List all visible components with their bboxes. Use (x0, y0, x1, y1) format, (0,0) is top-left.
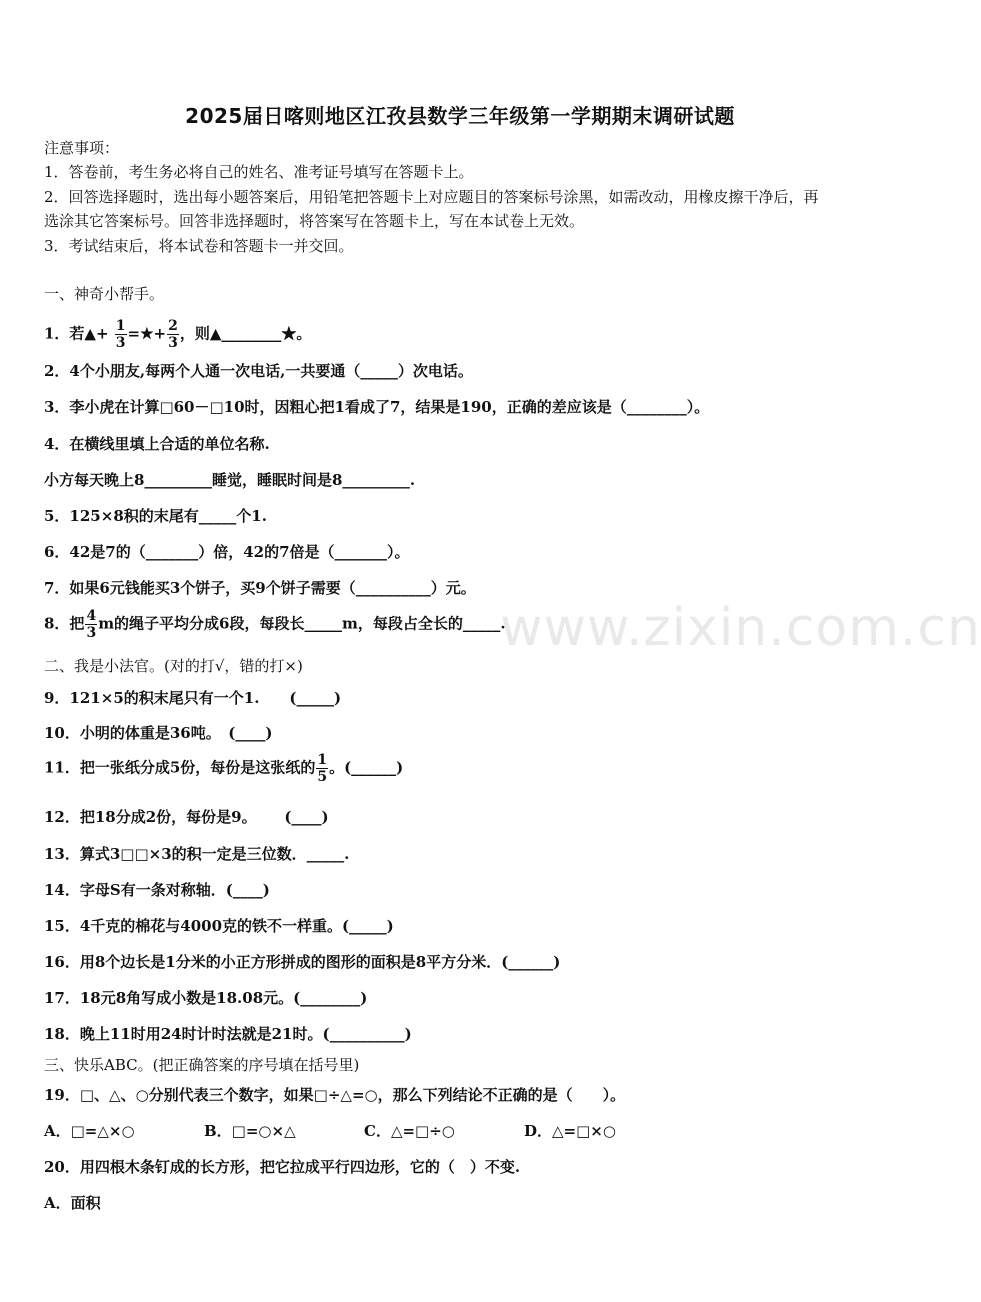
section-3-heading: 三、快乐ABC。(把正确答案的序号填在括号里) (44, 1056, 360, 1074)
question-4: 4．在横线里填上合适的单位名称. (44, 435, 270, 453)
question-10: 10．小明的体重是36吨。 (____) (44, 724, 273, 742)
q19-option-c[interactable]: C．△=□÷○ (364, 1122, 455, 1140)
question-12: 12．把18分成2份，每份是9。 (____) (44, 808, 329, 826)
question-14: 14．字母S有一条对称轴．(____) (44, 881, 270, 899)
question-9: 9．121×5的积末尾只有一个1. (_____) (44, 689, 342, 707)
question-3: 3．李小虎在计算□60－□10时，因粗心把1看成了7，结果是190，正确的差应该是（________）。 (44, 398, 710, 416)
q11-fraction: $\frac{1}{5}$ (317, 752, 328, 785)
question-20: 20．用四根木条钉成的长方形，把它拉成平行四边形，它的（ ）不变. (44, 1158, 521, 1176)
q19-option-a[interactable]: A．□=△×○ (44, 1122, 135, 1140)
q11-pre: 11．把一张纸分成5份，每份是这张纸的 (44, 758, 316, 777)
notice-item-1: 1．答卷前，考生务必将自己的姓名、准考证号填写在答题卡上。 (44, 163, 474, 181)
question-19-options (44, 1121, 684, 1143)
question-16: 16．用8个边长是1分米的小正方形拼成的图形的面积是8平方分米．(______) (44, 953, 561, 971)
q1-post: ，则▲________★。 (179, 324, 312, 343)
q19-option-d[interactable]: D．△=□×○ (524, 1122, 616, 1140)
notice-heading: 注意事项： (44, 139, 120, 157)
question-2: 2．4个小朋友,每两个人通一次电话,一共要通（_____）次电话。 (44, 362, 473, 380)
q1-fraction-2: $\frac{2}{3}$ (168, 318, 178, 351)
q11-post: 。(______) (329, 758, 404, 777)
question-19: 19．□、△、○分别代表三个数字，如果□÷△=○，那么下列结论不正确的是（ ）。 (44, 1086, 626, 1104)
question-18: 18．晚上11时用24时计时法就是21时。(__________) (44, 1025, 412, 1043)
notice-item-2b: 选涂其它答案标号。回答非选择题时，将答案写在答题卡上，写在本试卷上无效。 (44, 212, 585, 230)
notice-item-3: 3．考试结束后，将本试卷和答题卡一并交回。 (44, 237, 354, 255)
question-8 (44, 608, 506, 641)
page-title: 2025届日喀则地区江孜县数学三年级第一学期期末调研试题 (185, 104, 735, 128)
question-11 (44, 752, 403, 785)
question-7: 7．如果6元钱能买3个饼子，买9个饼子需要（__________）元。 (44, 579, 476, 597)
q8-fraction: $\frac{4}{3}$ (86, 608, 97, 641)
question-5: 5．125×8积的末尾有_____个1. (44, 507, 267, 525)
q1-fraction-1: $\frac{1}{3}$ (115, 318, 126, 351)
question-15: 15．4千克的棉花与4000克的铁不一样重。(_____) (44, 917, 394, 935)
q20-option-a[interactable]: A．面积 (44, 1194, 101, 1212)
q1-mid: =★+ (127, 324, 167, 343)
question-17: 17．18元8角写成小数是18.08元。(________) (44, 989, 368, 1007)
q8-post: m的绳子平均分成6段，每段长_____m，每段占全长的_____. (98, 614, 506, 633)
section-1-heading: 一、神奇小帮手。 (44, 285, 165, 303)
watermark: www.zixin.com.cn (500, 598, 981, 658)
q8-pre: 8．把 (44, 614, 85, 633)
notice-item-2a: 2．回答选择题时，选出每小题答案后，用铅笔把答题卡上对应题目的答案标号涂黑，如需改动，用橡皮擦干净后，再 (44, 188, 819, 206)
q1-pre: 1．若▲+ (44, 324, 109, 343)
question-4-blanks: 小方每天晚上8_________睡觉，睡眠时间是8_________. (44, 471, 416, 489)
q19-option-b[interactable]: B．□=○×△ (204, 1122, 296, 1140)
section-2-heading: 二、我是小法官。(对的打√，错的打×) (44, 657, 303, 675)
question-13: 13．算式3□□×3的积一定是三位数．_____. (44, 845, 350, 863)
question-1 (44, 318, 311, 351)
question-6: 6．42是7的（_______）倍，42的7倍是（_______）。 (44, 543, 410, 561)
